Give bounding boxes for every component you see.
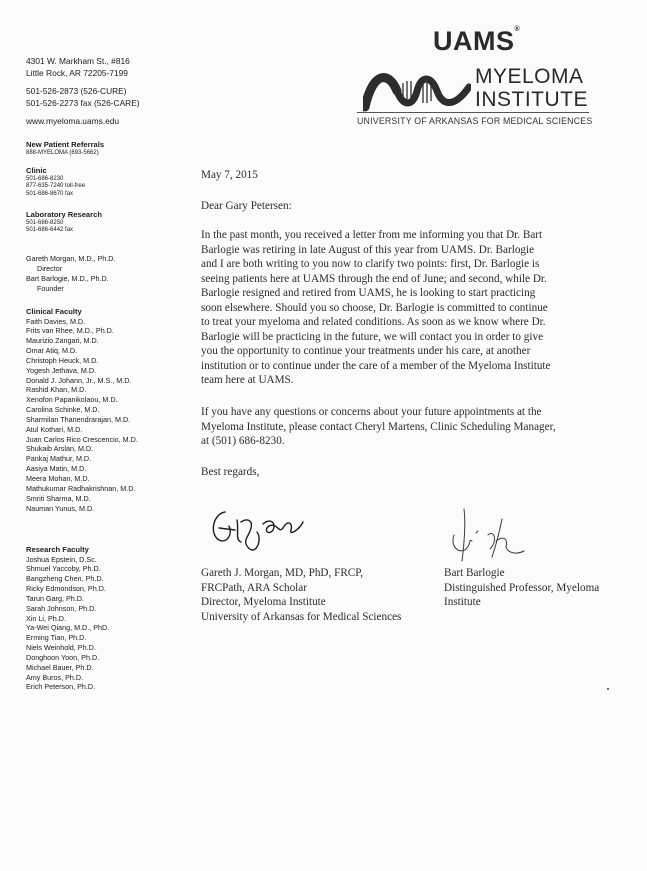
faculty-member: Atul Kothari, M.D.	[26, 424, 83, 434]
clinical-faculty	[26, 307, 138, 513]
paragraph-line: team here at UAMS.	[201, 374, 294, 386]
lab-section	[26, 210, 102, 235]
faculty-member: Faith Davies, M.D.	[26, 316, 86, 326]
faculty-member: Mathukumar Radhakrishnan, M.D.	[26, 483, 136, 493]
faculty-member: Nauman Yunus, M.D.	[26, 503, 95, 513]
faculty-member: Erich Peterson, Ph.D.	[26, 682, 96, 692]
registered-mark: ®	[514, 26, 521, 33]
university-name: UNIVERSITY OF ARKANSAS FOR MEDICAL SCIENCES	[357, 116, 593, 126]
phone-line: 501-526-2873 (526-CURE)	[26, 86, 127, 96]
section-title: Laboratory Research	[26, 210, 102, 219]
address-line: 4301 W. Markham St., #816	[26, 56, 130, 66]
faculty-member: Juan Carlos Rico Crescencio, M.D.	[26, 434, 138, 444]
letter-date: May 7, 2015	[201, 169, 258, 181]
faculty-member: Joshua Epstein, D.Sc.	[26, 554, 97, 564]
section-line: 877-635-7240 toll-free	[26, 183, 86, 190]
paragraph-line: Myeloma Institute, please contact Cheryl Martens, Clinic Scheduling Manager,	[201, 420, 556, 433]
address-line: Little Rock, AR 72205-7199	[26, 68, 128, 78]
closing: Best regards,	[201, 466, 260, 478]
section-title: New Patient Referrals	[26, 140, 105, 149]
faculty-member: Omar Atiq, M.D.	[26, 346, 78, 356]
paragraph-line: If you have any questions or concerns about your future appointments at the	[201, 406, 542, 418]
faculty-member: Tarun Garg, Ph.D.	[26, 593, 84, 603]
faculty-member: Erming Tian, Ph.D.	[26, 633, 87, 643]
signature-block-barlogie	[444, 566, 599, 610]
faculty-member: Donald J. Johann, Jr., M.S., M.D.	[26, 375, 132, 385]
faculty-member: Maurizio Zangari, M.D.	[26, 336, 99, 346]
paragraph-line: at (501) 686-8230.	[201, 435, 285, 447]
scan-speck	[607, 688, 609, 690]
paragraph-line: soon elsewhere. Should you so choose, Dr. Barlogie is committed to continue	[201, 301, 548, 314]
faculty-title: Clinical Faculty	[26, 307, 82, 316]
signer-line: Bart Barlogie	[444, 567, 505, 579]
faculty-list	[26, 555, 109, 693]
faculty-list	[26, 317, 138, 514]
leader-name: Gareth Morgan, M.D., Ph.D.	[26, 254, 116, 263]
paragraph-line: Barlogie was retiring in late August of this year from UAMS. Dr. Barlogie	[201, 243, 535, 256]
faculty-member: Shmuel Yaccoby, Ph.D.	[26, 564, 101, 574]
leader-name: Bart Barlogie, M.D., Ph.D.	[26, 273, 109, 283]
signature-barlogie	[446, 505, 526, 567]
logo-divider	[357, 112, 589, 113]
uams-text: UAMS	[433, 26, 515, 56]
faculty-member: Niels Weinhold, Ph.D.	[26, 643, 96, 653]
faculty-member: Sharmilan Thanendrarajan, M.D.	[26, 414, 131, 424]
section-line: 501-686-8250	[26, 219, 64, 226]
uams-wordmark	[433, 26, 520, 57]
paragraph-2	[201, 405, 556, 449]
faculty-member: Meera Mohan, M.D.	[26, 474, 90, 483]
faculty-member: Pankaj Mathur, M.D.	[26, 454, 92, 464]
section-line: 501-686-6442 fax	[26, 227, 74, 234]
faculty-member: Rashid Khan, M.D.	[26, 385, 87, 395]
research-faculty	[26, 545, 109, 692]
faculty-member: Bangzheng Chen, Ph.D.	[26, 574, 104, 584]
faculty-member: Smriti Sharma, M.D.	[26, 493, 91, 503]
faculty-member: Donghoon Yoon, Ph.D.	[26, 652, 100, 662]
logo-myeloma-text: MYELOMA	[475, 65, 584, 88]
paragraph-line: you the opportunity to continue your treatments under his care, at another	[201, 345, 531, 357]
salutation: Dear Gary Petersen:	[201, 200, 292, 212]
logo-institute-text: INSTITUTE	[475, 88, 588, 111]
faculty-member: Christoph Heuck, M.D.	[26, 355, 99, 365]
signer-line: Distinguished Professor, Myeloma	[444, 581, 600, 594]
faculty-member: Carolina Schinke, M.D.	[26, 405, 100, 415]
signer-line: Gareth J. Morgan, MD, PhD, FRCP,	[201, 567, 364, 579]
paragraph-line: to treat your myeloma and related conditions. As soon as we know where Dr.	[201, 316, 546, 328]
paragraph-line: Barlogie will be practicing in the future, we will contact you in order to give	[201, 330, 544, 343]
signer-line: Institute	[444, 596, 481, 608]
website: www.myeloma.uams.edu	[26, 116, 120, 126]
signature-block-morgan	[201, 566, 401, 624]
faculty-member: Ya-Wei Qiang, M.D., PhD.	[26, 623, 110, 633]
faculty-member: Xenofon Papanikolaou, M.D.	[26, 395, 118, 405]
leadership	[26, 254, 115, 294]
faculty-member: Aasiya Matin, M.D.	[26, 464, 87, 474]
myeloma-institute-logo	[355, 20, 593, 130]
section-title: Clinic	[26, 166, 47, 175]
section-line: 501-686-8230	[26, 175, 64, 182]
fax-line: 501-526-2273 fax (526-CARE)	[26, 98, 140, 108]
referrals-section	[26, 140, 104, 157]
paragraph-line: institution or to continue under the care of a member of the Myeloma Institute	[201, 359, 551, 372]
clinic-section	[26, 166, 85, 198]
faculty-member: Xin Li, Ph.D.	[26, 613, 66, 623]
paragraph-line: Barlogie resigned and retired from UAMS, he is looking to start practicing	[201, 287, 536, 299]
faculty-member: Michael Bauer, Ph.D.	[26, 662, 94, 672]
faculty-member: Yogesh Jethava, M.D.	[26, 365, 97, 375]
section-line: 888-MYELOMA (693-5662)	[26, 149, 99, 156]
leader-role: Director	[37, 263, 63, 273]
faculty-title: Research Faculty	[26, 545, 89, 554]
paragraph-1	[201, 228, 611, 388]
address	[26, 55, 130, 79]
leader-role: Founder	[37, 283, 64, 293]
faculty-member: Shukaib Arslan, M.D.	[26, 444, 94, 454]
paragraph-line: In the past month, you received a letter from me informing you that Dr. Bart	[201, 229, 543, 241]
paragraph-line: and I are both writing to you now to clarify two points: first, Dr. Barlogie is	[201, 258, 540, 270]
dna-wave-icon	[363, 67, 471, 113]
faculty-member: Frits van Rhee, M.D., Ph.D.	[26, 326, 114, 336]
faculty-member: Sarah Johnson, Ph.D.	[26, 603, 97, 613]
signature-morgan	[207, 500, 307, 562]
faculty-member: Amy Buros, Ph.D.	[26, 672, 84, 682]
faculty-member: Ricky Edmondson, Ph.D.	[26, 584, 106, 594]
signer-line: Director, Myeloma Institute	[201, 596, 326, 608]
signer-line: University of Arkansas for Medical Sciences	[201, 610, 402, 623]
paragraph-line: seeing patients here at UAMS through the end of June; and second, while Dr.	[201, 272, 547, 285]
phone-numbers	[26, 85, 140, 109]
section-line: 501-686-8670 fax	[26, 190, 74, 197]
signer-line: FRCPath, ARA Scholar	[201, 581, 307, 594]
